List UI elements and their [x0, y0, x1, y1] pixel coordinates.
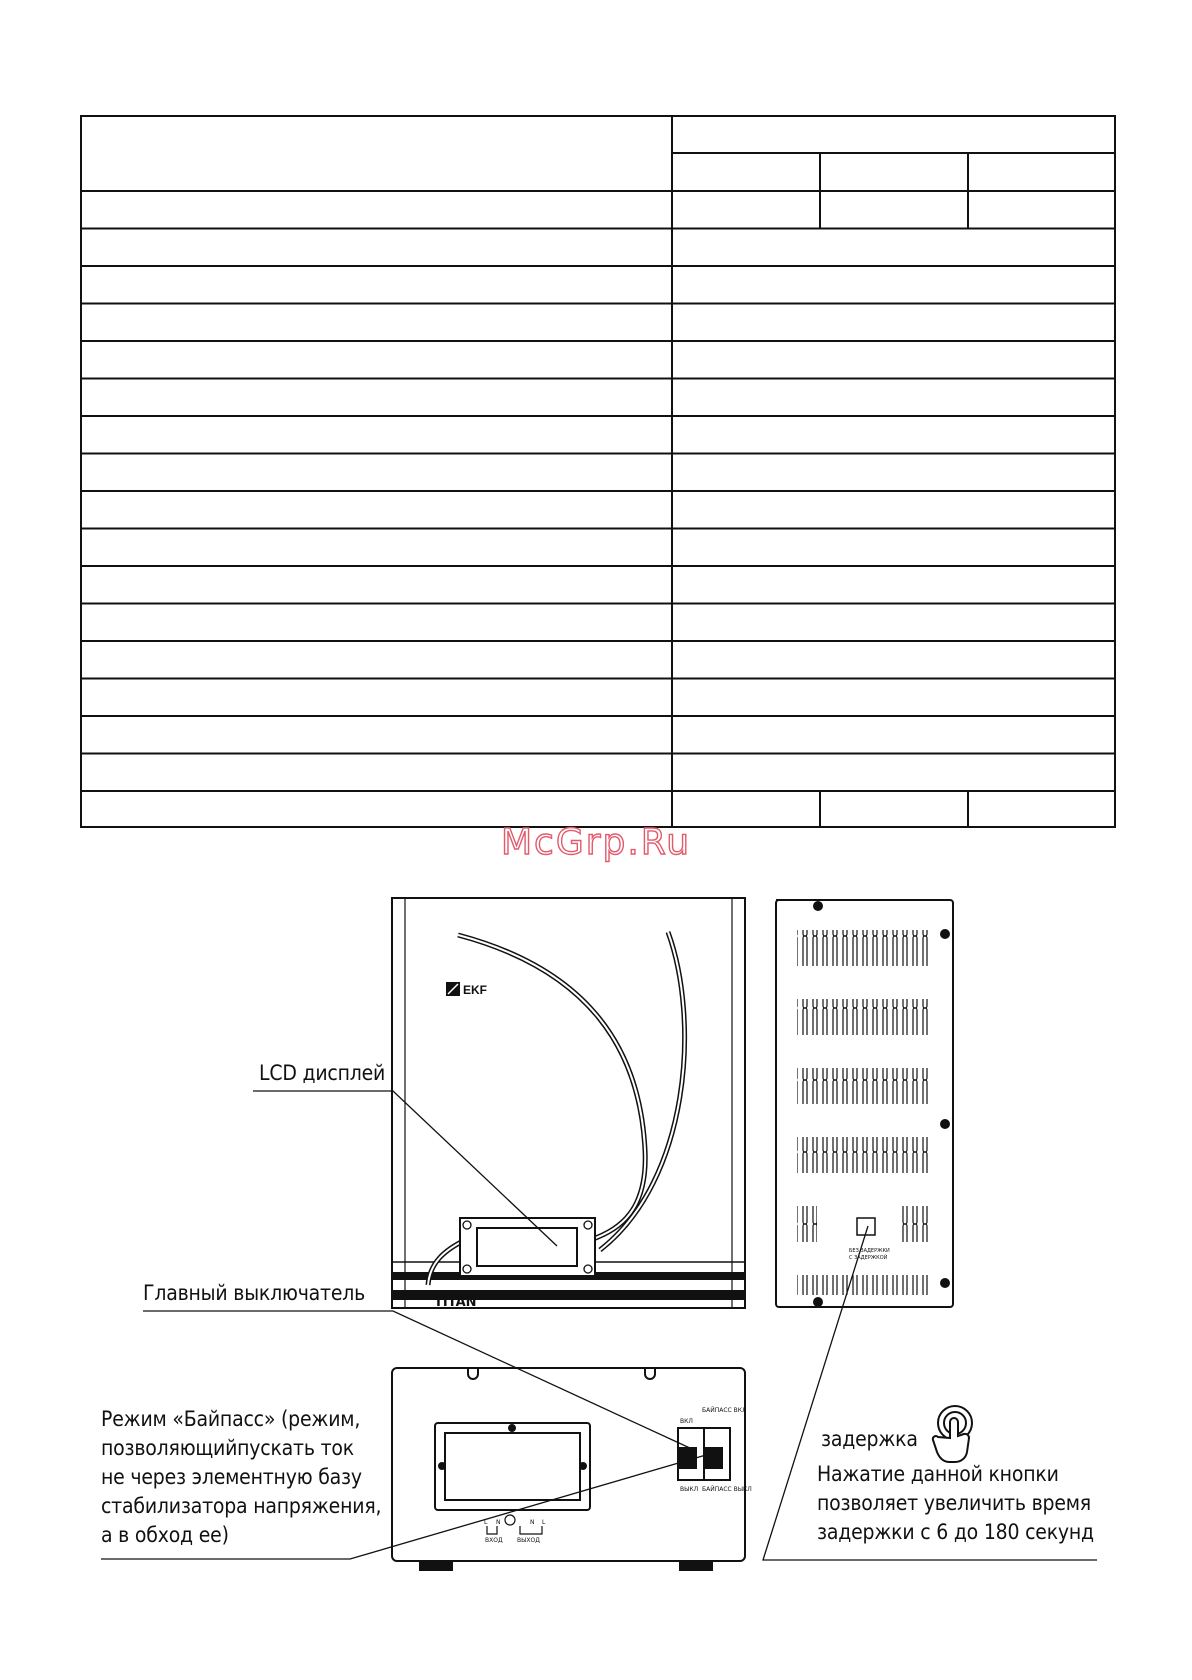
bypass-line: Режим «Байпасс» (режим, — [101, 1407, 361, 1431]
main-switch-callout: Главный выключатель — [143, 1281, 366, 1305]
front-view — [392, 898, 745, 1308]
delay-description — [817, 1460, 1094, 1547]
table-border — [81, 116, 1115, 827]
delay-label-on: С ЗАДЕРЖКОЙ — [849, 1255, 888, 1261]
delay-line: позволяет увеличить время — [817, 1491, 1091, 1515]
model-label: TITAN — [434, 1295, 477, 1310]
bypass-line: а в обход ее) — [101, 1523, 229, 1547]
switch-off-label: ВЫКЛ — [680, 1486, 699, 1493]
bottom-view — [392, 1368, 745, 1570]
bypass-line: не через элементную базу — [101, 1465, 362, 1489]
input-terminals-label: ВХОД — [485, 1537, 503, 1544]
delay-line: Нажатие данной кнопки — [817, 1462, 1059, 1486]
spec-table — [80, 115, 1116, 828]
brand-logo: EKF — [463, 983, 487, 997]
switch-on-label: ВКЛ — [680, 1418, 693, 1425]
bypass-line: стабилизатора напряжения, — [101, 1494, 382, 1518]
output-terminals-label: ВЫХОД — [517, 1537, 540, 1544]
bypass-on-label: БАЙПАСС ВКЛ — [702, 1407, 747, 1414]
bypass-line: позволяющийпускать ток — [101, 1436, 354, 1460]
watermark: McGrp.Ru — [500, 822, 692, 863]
ekf-logo-icon — [446, 982, 487, 997]
delay-label-off: БЕЗ ЗАДЕРЖКИ — [849, 1248, 890, 1254]
terminal-letter-3: N — [530, 1519, 535, 1526]
delay-line: задержки с 6 до 180 секунд — [817, 1520, 1094, 1544]
hand-press-icon — [933, 1406, 972, 1462]
terminal-letter-4: L — [542, 1519, 546, 1526]
terminal-letter-1: L — [484, 1519, 488, 1526]
terminal-letter-2: N — [496, 1519, 501, 1526]
bypass-callout — [101, 1405, 381, 1550]
side-view — [776, 900, 953, 1307]
delay-title: задержка — [821, 1427, 918, 1451]
bypass-off-label: БАЙПАСС ВЫКЛ — [702, 1486, 752, 1493]
lcd-display — [460, 1218, 595, 1276]
lcd-callout: LCD дисплей — [259, 1061, 386, 1085]
